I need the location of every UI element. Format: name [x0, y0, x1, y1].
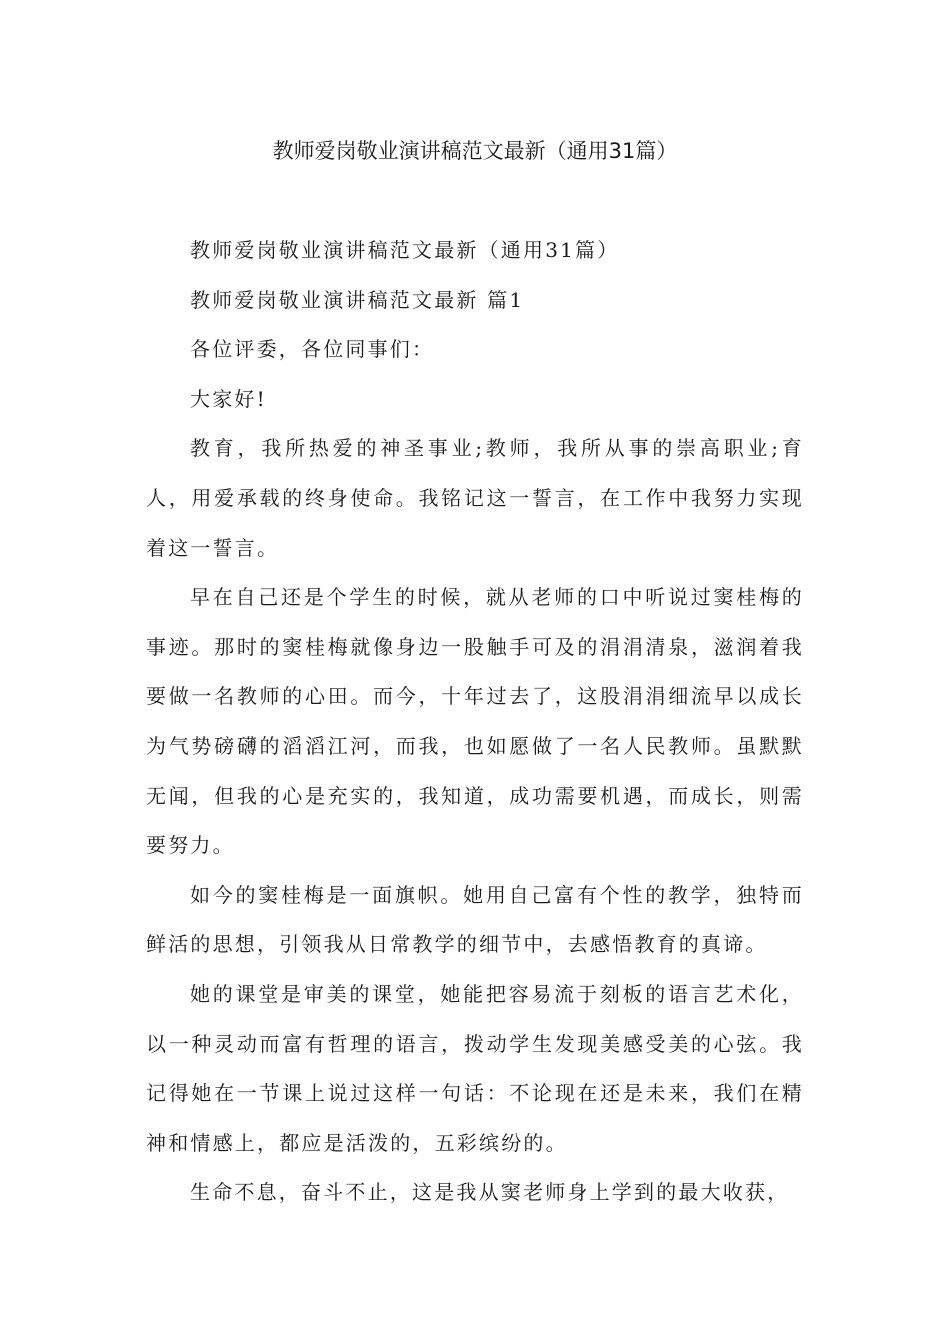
paragraph-greeting: 大家好! [190, 386, 267, 411]
document-body [146, 226, 804, 1218]
paragraph-salutation: 各位评委，各位同事们： [190, 337, 435, 362]
paragraph: 教育，我所热爱的神圣事业;教师，我所从事的崇高职业;育人，用爱承载的终身使命。我铭记这一誓言，在工作中我努力实现着这一誓言。 [146, 436, 804, 560]
paragraph-heading: 教师爱岗敬业演讲稿范文最新（通用31篇） [190, 238, 620, 262]
paragraph: 早在自己还是个学生的时候，就从老师的口中听说过窦桂梅的事迹。那时的窦桂梅就像身边一股触手可及的涓涓清泉，滋润着我要做一名教师的心田。而今，十年过去了，这股涓涓细流早以成长为气势磅礴的滔滔江河，而我，也如愿做了一名人民教师。虽默默无闻，但我的心是充实的，我知道，成功需要机遇，而成长，则需要努力。 [146, 585, 804, 858]
paragraph-section-title: 教师爱岗敬业演讲稿范文最新 篇1 [190, 287, 525, 312]
paragraph: 她的课堂是审美的课堂，她能把容易流于刻板的语言艺术化，以一种灵动而富有哲理的语言，拨动学生发现美感受美的心弦。我记得她在一节课上说过这样一句话：不论现在还是未来，我们在精神和情感上，都应是活泼的，五彩缤纷的。 [146, 981, 804, 1155]
paragraph: 如今的窦桂梅是一面旗帜。她用自己富有个性的教学，独特而鲜活的思想，引领我从日常教学的细节中，去感悟教育的真谛。 [146, 882, 804, 957]
paragraph: 生命不息，奋斗不止，这是我从窦老师身上学到的最大收获， [190, 1180, 790, 1205]
document-title: 教师爱岗敬业演讲稿范文最新（通用31篇） [272, 139, 678, 163]
